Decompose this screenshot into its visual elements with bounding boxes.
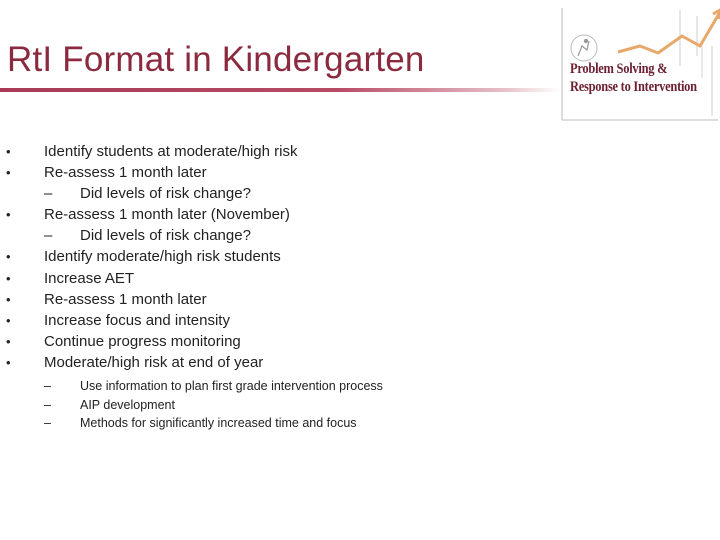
- list-item: [0, 162, 700, 183]
- bullet-marker: •: [6, 144, 11, 159]
- bullet-marker: •: [6, 312, 11, 328]
- list-item: [0, 141, 700, 162]
- sub-bullet-text: Did levels of risk change?: [80, 227, 251, 245]
- sub-list-item: [0, 183, 700, 204]
- logo-wordmark: [570, 60, 697, 96]
- list-item: [0, 289, 700, 310]
- sub-bullet-text: Did levels of risk change?: [80, 185, 251, 203]
- list-item: [0, 331, 700, 352]
- bullet-text: Identify moderate/high risk students: [44, 248, 281, 266]
- bullet-list: [0, 141, 700, 433]
- logo-line-1: Problem Solving &: [570, 61, 668, 77]
- sub-list-item: [0, 414, 700, 433]
- list-item: [0, 352, 700, 373]
- sub-list-item: [0, 225, 700, 246]
- bullet-marker: •: [6, 333, 11, 349]
- bullet-text: Identify students at moderate/high risk: [44, 143, 298, 160]
- list-item: [0, 246, 700, 267]
- list-item: [0, 268, 700, 289]
- bullet-marker: •: [6, 354, 11, 370]
- sub-bullet-text: Methods for significantly increased time and focus: [80, 416, 357, 431]
- list-item: [0, 204, 700, 225]
- bullet-marker: •: [6, 270, 11, 286]
- dash-marker: –: [44, 379, 51, 394]
- bullet-marker: •: [6, 165, 11, 181]
- bullet-text: Increase focus and intensity: [44, 311, 230, 329]
- bullet-text: Increase AET: [44, 269, 135, 287]
- slide-title: RtI Format in Kindergarten: [7, 40, 425, 79]
- logo-line-2: Response to Intervention: [570, 79, 697, 95]
- bullet-marker: •: [6, 249, 11, 265]
- bullet-text: Continue progress monitoring: [44, 332, 241, 350]
- dash-marker: –: [44, 227, 53, 245]
- sub-list-item: [0, 396, 700, 415]
- bullet-marker: •: [6, 291, 11, 307]
- dash-marker: –: [44, 397, 51, 412]
- sub-bullet-text: Use information to plan first grade intervention process: [80, 379, 383, 394]
- bullet-text: Re-assess 1 month later (November): [44, 206, 290, 224]
- title-divider: [0, 88, 560, 92]
- sub-bullet-text: AIP development: [80, 397, 175, 412]
- list-item: [0, 310, 700, 331]
- bullet-text: Re-assess 1 month later: [44, 290, 207, 308]
- dash-marker: –: [44, 416, 51, 431]
- bullet-text: Re-assess 1 month later: [44, 164, 207, 182]
- bullet-marker: •: [6, 207, 11, 223]
- dash-marker: –: [44, 185, 53, 203]
- sub-list-item: [0, 377, 700, 396]
- bullet-text: Moderate/high risk at end of year: [44, 353, 264, 371]
